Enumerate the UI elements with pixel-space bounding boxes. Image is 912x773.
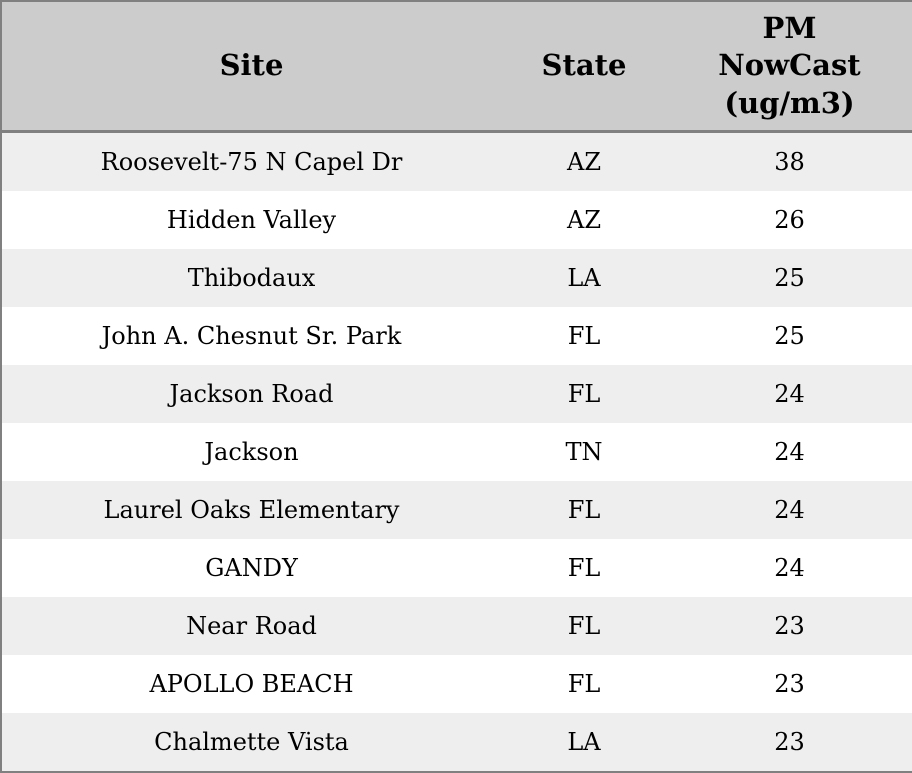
pm-nowcast-cell: 25	[774, 322, 805, 350]
column-header-site-label: Site	[219, 48, 284, 83]
table-row	[1, 481, 912, 539]
pm-nowcast-cell: 24	[774, 496, 805, 524]
column-header-state	[501, 1, 667, 132]
table-row	[1, 655, 912, 713]
site-cell: Thibodaux	[187, 264, 316, 292]
pm-nowcast-cell: 26	[774, 206, 805, 234]
table-row	[1, 191, 912, 249]
state-cell: FL	[567, 612, 601, 640]
pm-nowcast-cell: 24	[774, 554, 805, 582]
column-header-pm-nowcast	[667, 1, 912, 132]
column-header-pm-nowcast-label: PM NowCast (ug/m3)	[718, 11, 861, 120]
table-row	[1, 249, 912, 307]
state-cell: FL	[567, 670, 601, 698]
pm-nowcast-cell: 24	[774, 438, 805, 466]
pm-nowcast-cell: 38	[774, 148, 805, 176]
state-cell: FL	[567, 322, 601, 350]
table-row	[1, 365, 912, 423]
pm-nowcast-cell: 23	[774, 670, 805, 698]
state-cell: AZ	[566, 206, 601, 234]
pm-nowcast-cell: 24	[774, 380, 805, 408]
table-header	[1, 1, 912, 132]
table-row	[1, 539, 912, 597]
site-cell: Hidden Valley	[166, 206, 337, 234]
site-cell: Near Road	[186, 612, 317, 640]
column-header-site	[1, 1, 501, 132]
table-row	[1, 423, 912, 481]
site-cell: Jackson	[204, 438, 299, 466]
site-cell: GANDY	[205, 554, 298, 582]
state-cell: LA	[567, 728, 601, 756]
state-cell: TN	[565, 438, 603, 466]
site-cell: Roosevelt-75 N Capel Dr	[100, 148, 403, 176]
pm-nowcast-cell: 25	[774, 264, 805, 292]
site-cell: Jackson Road	[169, 380, 334, 408]
state-cell: LA	[567, 264, 601, 292]
state-cell: FL	[567, 554, 601, 582]
table-row	[1, 713, 912, 772]
site-cell: Laurel Oaks Elementary	[103, 496, 400, 524]
table-row	[1, 307, 912, 365]
table-body	[1, 132, 912, 773]
site-cell: APOLLO BEACH	[149, 670, 354, 698]
state-cell: FL	[567, 496, 601, 524]
state-cell: AZ	[566, 148, 601, 176]
pm-nowcast-cell: 23	[774, 728, 805, 756]
site-cell: Chalmette Vista	[154, 728, 349, 756]
pm-nowcast-cell: 23	[774, 612, 805, 640]
table-row	[1, 597, 912, 655]
site-cell: John A. Chesnut Sr. Park	[101, 322, 402, 350]
table-row	[1, 132, 912, 192]
header-row	[1, 1, 912, 132]
state-cell: FL	[567, 380, 601, 408]
column-header-state-label: State	[541, 48, 627, 83]
